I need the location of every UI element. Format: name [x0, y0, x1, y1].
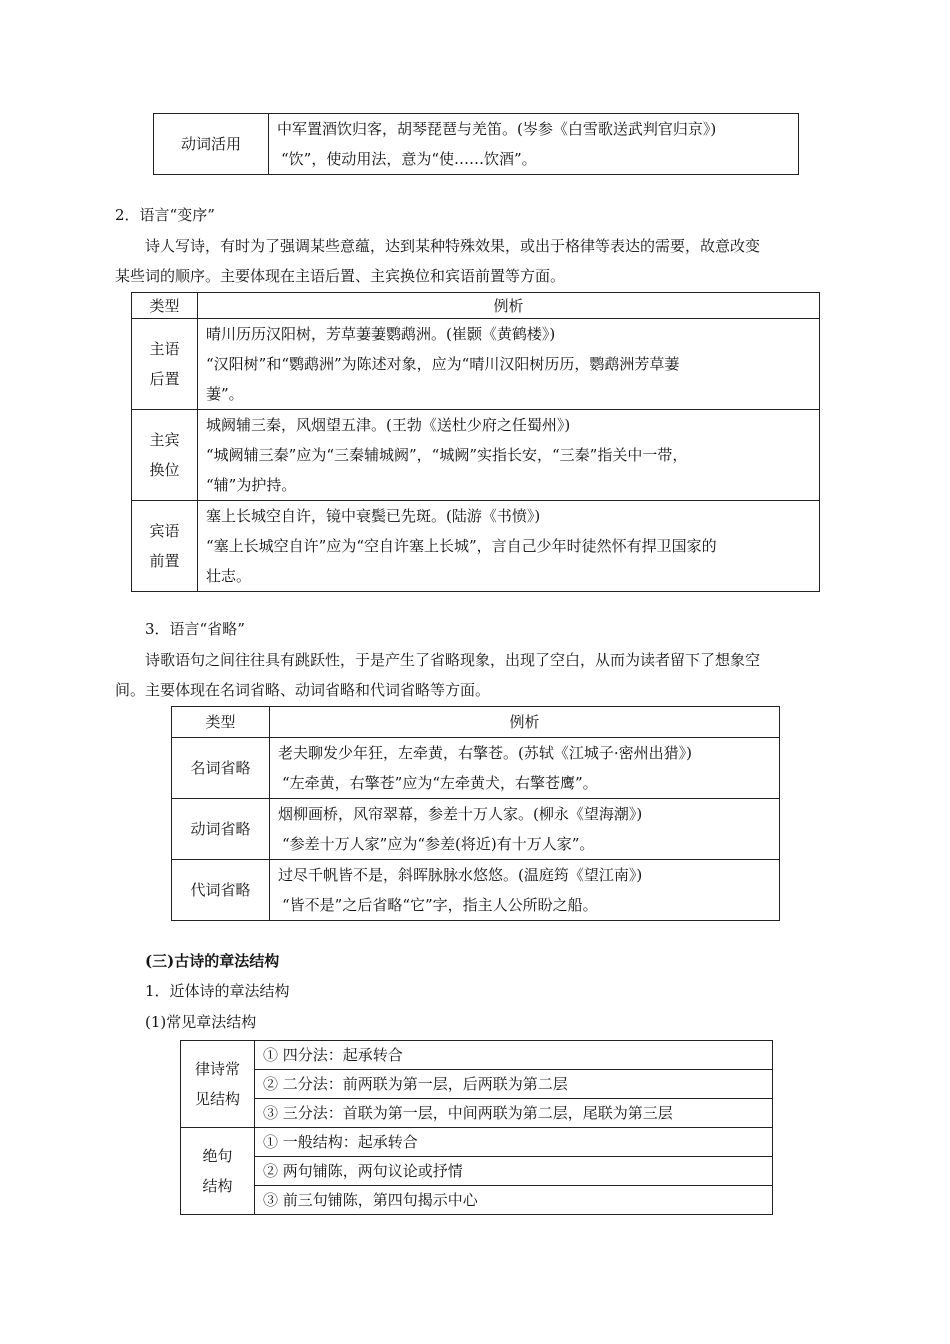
table-row	[154, 114, 799, 175]
paragraph-line: 诗人写诗，有时为了强调某些意蕴，达到某种特殊效果，或出于格律等表达的需要，故意改变	[145, 237, 761, 255]
section-heading: (三)古诗的章法结构	[145, 952, 280, 970]
table-row	[132, 501, 820, 592]
table-row	[132, 319, 820, 410]
row-label: 宾语 前置	[132, 501, 198, 592]
row-example: 烟柳画桥，风帘翠幕，参差十万人家。(柳永《望海潮》) “参差十万人家”应为“参差(将近)有十万人家”。	[270, 799, 780, 860]
subsection-title: 1．近体诗的章法结构	[145, 982, 290, 1000]
row-label: 主语 后置	[132, 319, 198, 410]
row-example: 过尽千帆皆不是，斜晖脉脉水悠悠。(温庭筠《望江南》) “皆不是”之后省略“它”字，指主人公所盼之船。	[270, 860, 780, 921]
table-omission	[171, 706, 780, 921]
group-label: 律诗常 见结构	[181, 1041, 255, 1128]
table-row	[181, 1070, 773, 1099]
table-row	[172, 860, 780, 921]
header-type: 类型	[132, 293, 198, 319]
table-row	[181, 1186, 773, 1215]
section-title: 2．语言“变序”	[115, 206, 215, 224]
table-header-row	[132, 293, 820, 319]
group-label: 绝句 结构	[181, 1128, 255, 1215]
structure-item: ① 一般结构：起承转合	[255, 1128, 773, 1157]
row-label: 代词省略	[172, 860, 270, 921]
paragraph-line: 间。主要体现在名词省略、动词省略和代词省略等方面。	[115, 681, 491, 699]
row-label: 名词省略	[172, 738, 270, 799]
structure-item: ③ 三分法：首联为第一层，中间两联为第二层，尾联为第三层	[255, 1099, 773, 1128]
row-label: 动词活用	[154, 114, 269, 175]
structure-item: ① 四分法：起承转合	[255, 1041, 773, 1070]
example-line: “饮”，使动用法，意为“使……饮酒”。	[281, 150, 537, 168]
row-example: 塞上长城空自许，镜中衰鬓已先斑。(陆游《书愤》) “塞上长城空自许”应为“空自许塞上长城”，言自己少年时徒然怀有捍卫国家的 壮志。	[198, 501, 820, 592]
table-word-order	[131, 292, 820, 592]
example-line: 中军置酒饮归客，胡琴琵琶与羌笛。(岑参《白雪歌送武判官归京》)	[277, 120, 717, 138]
table-row	[132, 410, 820, 501]
table-row	[181, 1041, 773, 1070]
table-structure	[180, 1040, 773, 1215]
row-example: 城阙辅三秦，风烟望五津。(王勃《送杜少府之任蜀州》) “城阙辅三秦”应为“三秦辅城阙”，“城阙”实指长安，“三秦”指关中一带， “辅”为护持。	[198, 410, 820, 501]
row-label: 动词省略	[172, 799, 270, 860]
table-header-row	[172, 707, 780, 738]
row-label: 主宾 换位	[132, 410, 198, 501]
table-verb-usage	[153, 113, 799, 175]
structure-item: ② 两句铺陈，两句议论或抒情	[255, 1157, 773, 1186]
paragraph-line: 某些词的顺序。主要体现在主语后置、主宾换位和宾语前置等方面。	[115, 267, 566, 285]
subsection-title: (1)常见章法结构	[145, 1013, 257, 1031]
row-example: 老夫聊发少年狂，左牵黄，右擎苍。(苏轼《江城子·密州出猎》) “左牵黄，右擎苍”应为“左牵黄犬，右擎苍鹰”。	[270, 738, 780, 799]
header-type: 类型	[172, 707, 270, 738]
row-example	[269, 114, 799, 175]
table-row	[172, 738, 780, 799]
table-row	[181, 1157, 773, 1186]
row-example: 晴川历历汉阳树，芳草萋萋鹦鹉洲。(崔颢《黄鹤楼》) “汉阳树”和“鹦鹉洲”为陈述对象，应为“晴川汉阳树历历，鹦鹉洲芳草萋 萋”。	[198, 319, 820, 410]
paragraph-line: 诗歌语句之间往往具有跳跃性，于是产生了省略现象，出现了空白，从而为读者留下了想象空	[145, 651, 761, 669]
header-example: 例析	[270, 707, 780, 738]
structure-item: ③ 前三句铺陈，第四句揭示中心	[255, 1186, 773, 1215]
table-row	[181, 1128, 773, 1157]
table-row	[172, 799, 780, 860]
structure-item: ② 二分法：前两联为第一层，后两联为第二层	[255, 1070, 773, 1099]
section-title: 3．语言“省略”	[145, 620, 245, 638]
table-row	[181, 1099, 773, 1128]
header-example: 例析	[198, 293, 820, 319]
